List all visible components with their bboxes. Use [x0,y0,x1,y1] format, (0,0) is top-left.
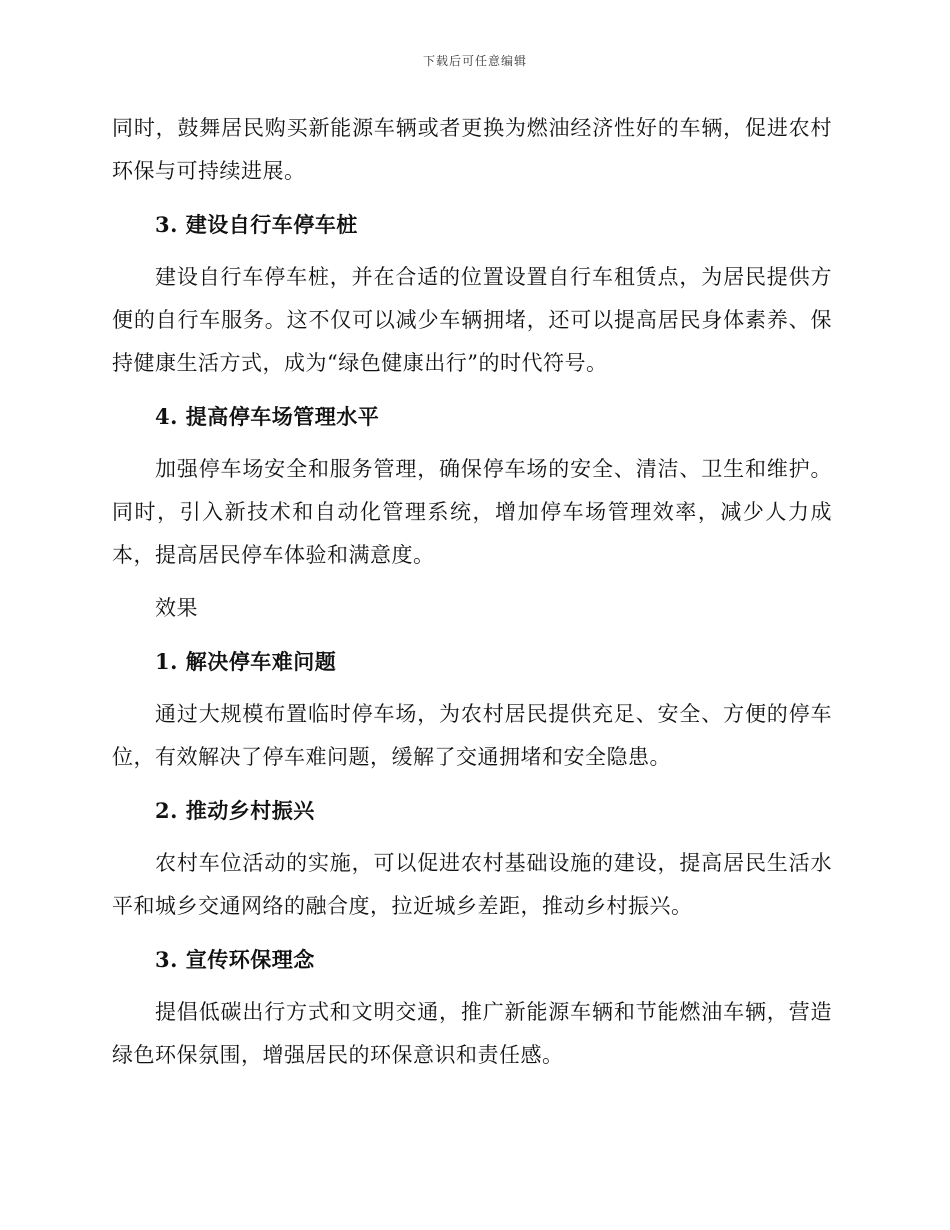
paragraph-parking-management: 加强停车场安全和服务管理，确保停车场的安全、清洁、卫生和维护。同时，引入新技术和自动化管理系统，增加停车场管理效率，减少人力成本，提高居民停车体验和满意度。 [112,457,832,567]
paragraph-continuation: 同时，鼓舞居民购买新能源车辆或者更换为燃油经济性好的车辆，促进农村环保与可持续进展。 [112,116,832,183]
document-body [112,107,832,1087]
paragraph-rural-revitalization: 农村车位活动的实施，可以促进农村基础设施的建设，提高居民生活水平和城乡交通网络的融合度，拉近城乡差距，推动乡村振兴。 [112,851,832,918]
section-title-effects: 效果 [155,596,198,620]
heading-rural-revitalization: 2. 推动乡村振兴 [155,798,315,823]
paragraph-bike-parking: 建设自行车停车桩，并在合适的位置设置自行车租赁点，为居民提供方便的自行车服务。这不仅可以减少车辆拥堵，还可以提高居民身体素养、保持健康生活方式，成为“绿色健康出行”的时代符号。 [112,265,832,375]
heading-solve-parking: 1. 解决停车难问题 [155,649,337,674]
heading-parking-management: 4. 提高停车场管理水平 [155,404,380,429]
paragraph-environmental-promotion: 提倡低碳出行方式和文明交通，推广新能源车辆和节能燃油车辆，营造绿色环保氛围，增强居民的环保意识和责任感。 [112,1000,832,1067]
heading-bike-parking: 3. 建设自行车停车桩 [155,212,358,237]
paragraph-solve-parking: 通过大规模布置临时停车场，为农村居民提供充足、安全、方便的停车位，有效解决了停车难问题，缓解了交通拥堵和安全隐患。 [112,702,832,769]
heading-environmental-promotion: 3. 宣传环保理念 [155,947,315,972]
page-header: 下载后可任意编辑 [422,54,527,68]
